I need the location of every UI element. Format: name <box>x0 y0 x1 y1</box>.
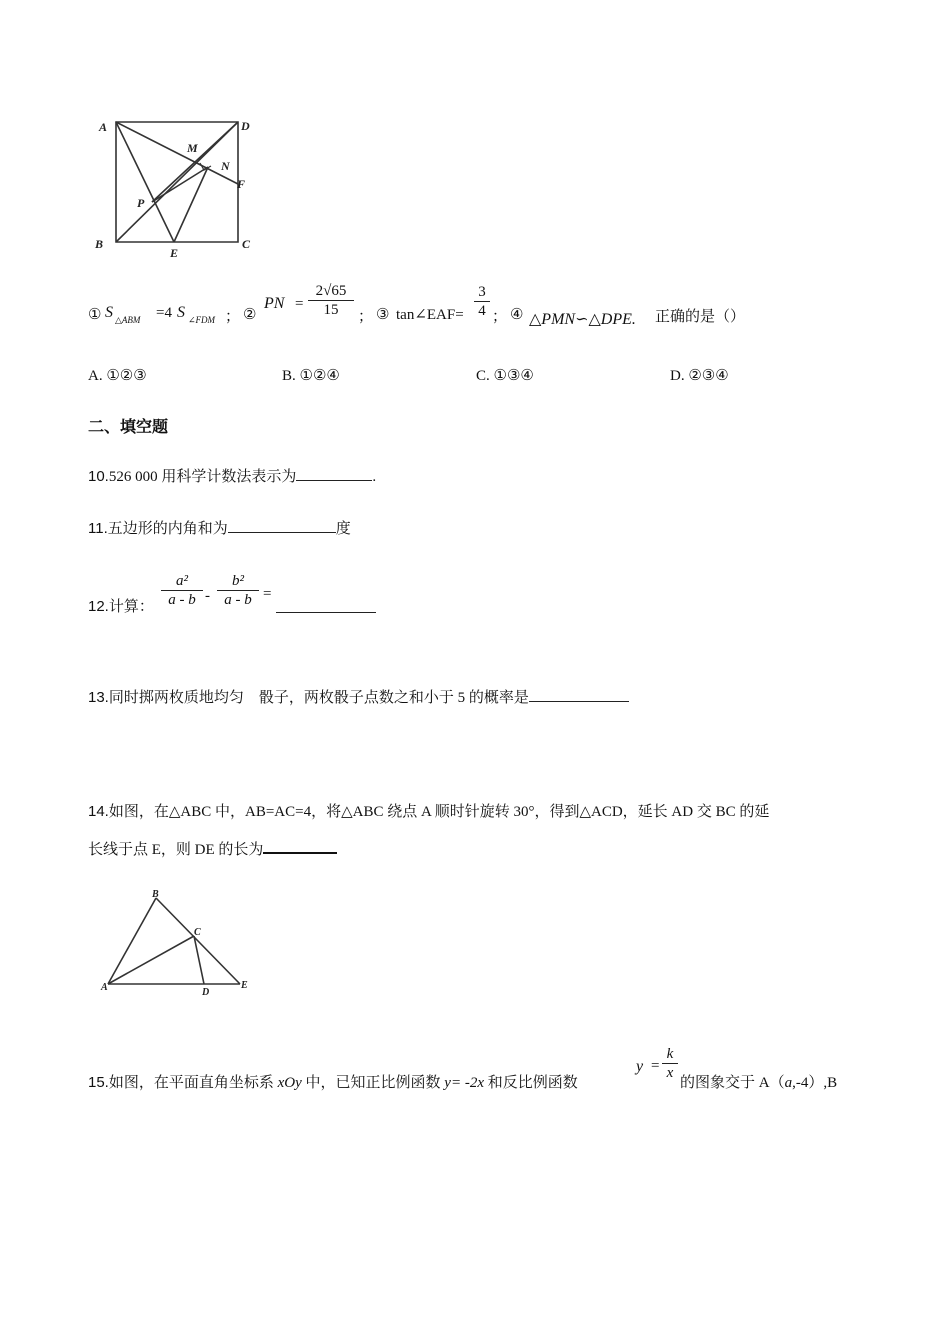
choice-d[interactable]: D. ②③④ <box>670 368 729 384</box>
q11-answer-blank[interactable] <box>228 518 336 533</box>
q14-line-2 <box>88 838 337 859</box>
q11-text: 五边形的内角和为 <box>107 521 228 537</box>
question-13 <box>88 686 629 707</box>
q12-num1: a² <box>176 573 188 589</box>
label-d2: D <box>202 987 210 998</box>
label-a2: A <box>101 982 108 993</box>
tan-text: tan∠EAF= <box>396 307 464 323</box>
q14-text-line-1: 如图，在△ABC 中，AB=AC=4，将△ABC 绕点 A 顺时针旋转 30°，得到△ACD，延长 AD 交 BC 的延 <box>108 804 770 820</box>
pn-fraction <box>308 282 354 319</box>
label-c2: C <box>194 927 201 938</box>
s-fdm: S <box>177 304 185 321</box>
q15-line-b <box>680 1071 837 1092</box>
pn-denominator: 15 <box>323 302 339 318</box>
tan-fraction <box>474 283 490 320</box>
section-heading: 二、填空题 <box>88 419 169 436</box>
label-e: E <box>170 246 179 260</box>
q14-line-1 <box>88 800 769 821</box>
q15-text-c: 和反比例函数 <box>483 1075 578 1091</box>
q13-text: 同时掷两枚质地均匀 骰子，两枚骰子点数之和小于 5 的概率是 <box>108 690 529 706</box>
semicolon-2: ； <box>358 309 374 325</box>
equals-four: =4 <box>156 305 172 321</box>
segment-be <box>156 898 240 984</box>
q12-text: 计算： <box>108 599 154 615</box>
q13-answer-blank[interactable] <box>529 687 629 702</box>
segment-af <box>116 122 238 184</box>
q15-text-e: ,-4）,B <box>792 1075 838 1091</box>
q10-answer-blank[interactable] <box>296 466 372 481</box>
label-m: M <box>187 141 198 155</box>
tan-denominator: 4 <box>478 303 486 319</box>
q15-line-a <box>88 1071 578 1092</box>
segment-ae <box>116 122 174 242</box>
tan-numerator: 3 <box>478 284 486 300</box>
label-b: B <box>95 237 104 251</box>
similar-triangles: △PMN∽△DPE. <box>529 311 636 328</box>
pn-equals: = <box>295 296 304 312</box>
q13-number: 13. <box>88 689 109 706</box>
label-b2: B <box>152 889 159 900</box>
circled-1: ① <box>88 307 102 323</box>
q12-number: 12. <box>88 598 109 615</box>
choice-b[interactable]: B. ①②④ <box>282 368 340 384</box>
label-p: P <box>137 196 145 210</box>
segment-cd <box>194 936 204 984</box>
pn-numerator: 2√65 <box>315 283 347 299</box>
q15-func1: y= -2x <box>444 1075 484 1091</box>
label-f: F <box>237 177 246 191</box>
semicolon-3: ； <box>492 309 508 325</box>
q12-fraction-1 <box>161 572 203 609</box>
q10-number: 10. <box>88 468 109 485</box>
pn-symbol: PN <box>264 295 285 312</box>
s-abm-subscript: △ABM <box>115 315 141 325</box>
q10-tail: . <box>372 469 377 485</box>
q15-x: x <box>666 1065 674 1081</box>
q15-eq: = <box>651 1058 660 1074</box>
q11-tail: 度 <box>335 521 351 537</box>
label-d: D <box>241 119 250 133</box>
s-abm: S <box>105 304 113 321</box>
q15-text-b: 中，已知正比例函数 <box>301 1075 445 1091</box>
q12-den1: a - b <box>168 592 196 608</box>
q15-text-a: 如图，在平面直角坐标系 <box>108 1075 278 1091</box>
q14-number: 14. <box>88 803 109 820</box>
q11-number: 11. <box>88 520 108 537</box>
choice-a[interactable]: A. ①②③ <box>88 368 147 384</box>
q15-xoy: xOy <box>277 1075 302 1091</box>
q15-number: 15. <box>88 1074 109 1091</box>
q15-a: a <box>784 1075 793 1091</box>
q12-equals: = <box>263 586 272 602</box>
circled-2: ② <box>243 307 257 323</box>
q15-y: y <box>636 1058 644 1075</box>
label-e2: E <box>241 980 248 991</box>
choice-c[interactable]: C. ①③④ <box>476 368 534 384</box>
q10-text: 526 000 用科学计数法表示为 <box>108 469 297 485</box>
label-a: A <box>99 120 108 134</box>
q15-fraction <box>662 1045 678 1082</box>
q14-answer-blank[interactable] <box>263 838 337 854</box>
triangle-figure <box>98 888 258 998</box>
label-n: N <box>221 159 230 173</box>
q12-prefix <box>88 595 154 616</box>
circled-3: ③ <box>376 307 390 323</box>
q15-text-d: 的图象交于 A（ <box>680 1075 785 1091</box>
q12-fraction-2 <box>217 572 259 609</box>
circled-4: ④ <box>510 307 524 323</box>
s-fdm-subscript: ∠FDM <box>188 315 216 325</box>
q15-k: k <box>666 1046 674 1062</box>
label-c: C <box>242 237 251 251</box>
q12-answer-blank[interactable] <box>276 598 376 613</box>
semicolon-1: ； <box>225 309 241 325</box>
q12-minus: - <box>205 588 210 604</box>
question-11 <box>88 517 351 538</box>
square-figure <box>90 112 260 262</box>
correct-is: 正确的是（） <box>655 309 746 325</box>
q12-den2: a - b <box>224 592 252 608</box>
q12-num2: b² <box>232 573 244 589</box>
question-10 <box>88 465 376 486</box>
q14-text-line-2: 长线于点 E，则 DE 的长为 <box>88 842 264 858</box>
